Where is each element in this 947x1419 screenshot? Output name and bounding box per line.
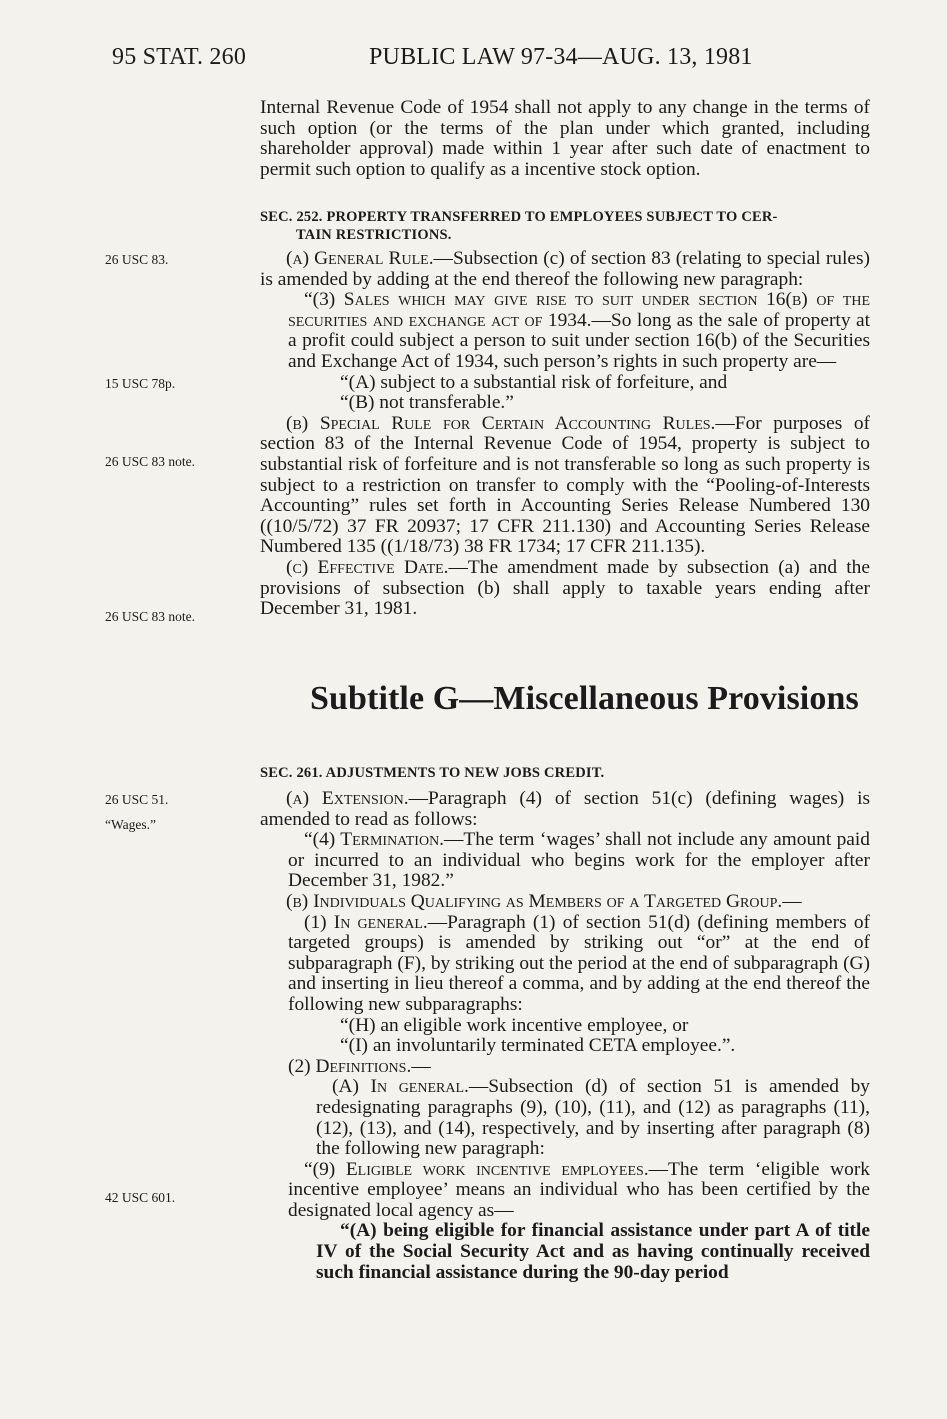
paragraph-9-heading: “(9) Eligible work incentive employees. (304, 1158, 649, 1180)
section-heading: SEC. 261. ADJUSTMENTS TO NEW JOBS CREDIT. (260, 765, 605, 781)
paragraph-2-text: — (411, 1055, 431, 1077)
paragraph-3 (260, 290, 870, 372)
subsection-a (260, 789, 870, 830)
subtitle-heading: Subtitle G—Miscellaneous Provisions (310, 680, 859, 717)
paragraph-3-heading: “(3) Sales which may give rise to suit under section 16(b) of the securities and exchange act of 1934. (288, 289, 870, 331)
paragraph-9-text: —The term ‘eligible work incentive employee’ means an individual who has been certified by the designated local agency as— (288, 1158, 870, 1221)
section-252-heading (260, 208, 870, 244)
paragraph-3-text: —So long as the sale of property at a profit could subject a person to suit under section 16(b) of the Securities and Exchange Act of 1934, such person’s rights in such property are— (288, 309, 870, 372)
paragraph-1-text: —Paragraph (1) of section 51(d) (defining members of targeted groups) is amended by striking out “or” at the end of subparagraph (F), by striking out the period at the end of subparagraph (G) and inserting in lieu thereof a comma, and by adding at the end thereof the following new subparagraphs: (288, 911, 870, 1015)
subparagraph-A-text: —Subsection (d) of section 51 is amended by redesignating paragraphs (9), (10), (11), and (12) as paragraphs (11), (12), (13), and (14), respectively, and by inserting after paragraph (8) the following new paragraph: (316, 1076, 870, 1160)
subsection-a-heading: (a) Extension. (286, 788, 409, 809)
margin-note-citation: 26 USC 51. (105, 792, 169, 807)
margin-note-citation: 26 USC 83 note. (105, 609, 196, 624)
subparagraph-H: “(H) an eligible work incentive employee, or (340, 1014, 689, 1036)
subsection-a-heading: (a) General Rule. (286, 248, 434, 269)
subsection-b-text: —For purposes of section 83 of the Internal Revenue Code of 1954, property is subject to substantial risk of forfeiture and is not transferable so long as such property is subject to a restriction on transfer to comply with the “Pooling-of-Interests Accounting” rules set forth in Accounting Series Release Numbered 130 ((10/5/72) 37 FR 20937; 17 CFR 211.130) and Accounting Series Release Numbered 135 ((1/18/73) 38 FR 1734; 17 CFR 211.135). (260, 412, 870, 558)
subparagraph-A-definitions (260, 1077, 870, 1159)
paragraph-2 (260, 1057, 870, 1078)
subparagraph-A: “(A) subject to a substantial risk of forfeiture, and (340, 371, 728, 393)
paragraph-1 (260, 913, 870, 1016)
paragraph: Internal Revenue Code of 1954 shall not apply to any change in the terms of such option (or the terms of the plan under which granted, including shareholder approval) made within 1 year after such date of enactment to permit such option to qualify as a incentive stock option. (260, 97, 870, 180)
section-heading: SEC. 252. PROPERTY TRANSFERRED TO EMPLOYEES SUBJECT TO CER- (260, 209, 778, 225)
subsection-c (260, 558, 870, 620)
subsection-b (260, 414, 870, 558)
subparagraph-I: “(I) an involuntarily terminated CETA employee.”. (340, 1035, 736, 1057)
paragraph-2-heading: (2) Definitions. (288, 1055, 412, 1077)
margin-note-definition: “Wages.” (105, 817, 157, 832)
section-heading-continuation: TAIN RESTRICTIONS. (296, 227, 452, 243)
margin-note-citation: 26 USC 83. (105, 252, 169, 267)
subparagraph-B: “(B) not transferable.” (340, 392, 514, 414)
paragraph-1-heading: (1) In general. (304, 911, 428, 933)
subsection-c-text: —The amendment made by subsection (a) and the provisions of subsection (b) shall apply to taxable years ending after December 31, 1981. (260, 556, 870, 620)
margin-note-citation: 42 USC 601. (105, 1190, 176, 1205)
subsection-b-text: — (782, 890, 802, 912)
subsection-b-heading: (b) Individuals Qualifying as Members of a Targeted Group. (286, 890, 783, 912)
section-252-body (260, 249, 870, 620)
section-261-heading (260, 764, 870, 782)
margin-note-citation: 15 USC 78p. (105, 376, 176, 391)
running-header: PUBLIC LAW 97-34—AUG. 13, 1981 (369, 44, 753, 70)
margin-note-citation: 26 USC 83 note. (105, 454, 196, 469)
subsection-a (260, 249, 870, 290)
subsection-a-text: —Subsection (c) of section 83 (relating to special rules) is amended by adding at the end thereof the following new paragraph: (260, 248, 870, 290)
subsection-b (260, 892, 870, 913)
section-261-body (260, 789, 870, 1283)
section-251-continuation (260, 98, 870, 180)
subsection-c-heading: (c) Effective Date. (286, 556, 449, 578)
subsection-a-text: —Paragraph (4) of section 51(c) (defining wages) is amended to read as follows: (260, 788, 871, 830)
paragraph-4 (260, 830, 870, 892)
paragraph-4-heading: “(4) Termination. (304, 829, 445, 851)
paragraph-4-text: —The term ‘wages’ shall not include any amount paid or incurred to an individual who begins work for the employer after December 31, 1982.” (288, 829, 870, 892)
paragraph-9 (260, 1160, 870, 1222)
page-stat-number: 95 STAT. 260 (112, 44, 247, 70)
paragraph-9-subparagraph-A: “(A) being eligible for financial assistance under part A of title IV of the Social Security Act and as having continually received such financial assistance during the 90-day period (316, 1220, 870, 1283)
subsection-b-heading: (b) Special Rule for Certain Accounting Rules. (286, 412, 716, 434)
subparagraph-A-heading: (A) In general. (332, 1076, 469, 1098)
